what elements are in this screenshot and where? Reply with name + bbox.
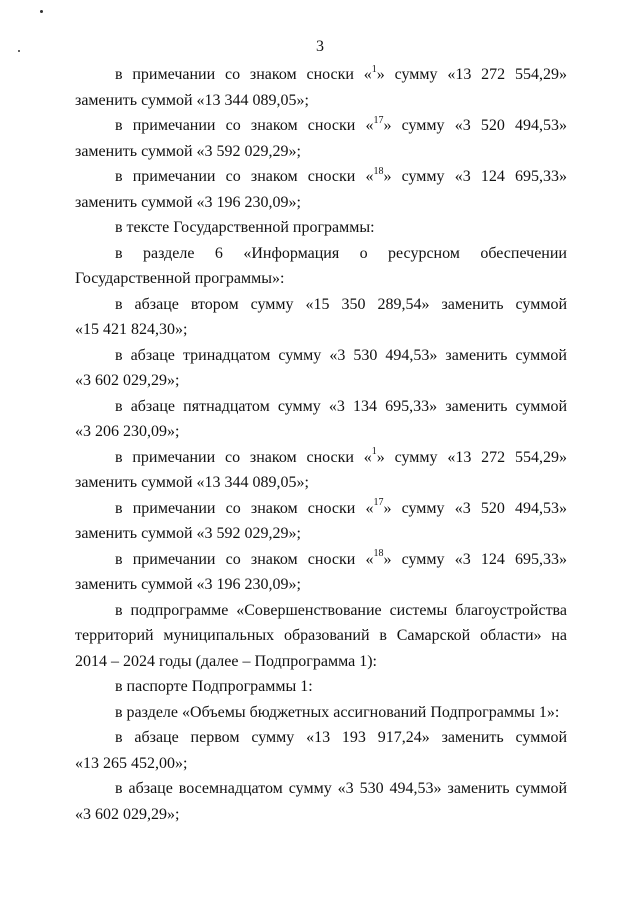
paragraph-amendment-line1: в абзаце втором сумму «15 350 289,54» заменить суммой	[115, 295, 567, 313]
document-body	[75, 62, 567, 827]
paragraph-amendment-line1: в абзаце восемнадцатом сумму «3 530 494,53» заменить суммой	[115, 780, 567, 797]
paragraph-section-heading: в разделе 6 «Информация о ресурсном обеспечении Государственной программы»:	[75, 244, 567, 287]
paragraph-section-heading: в паспорте Подпрограммы 1:	[115, 678, 313, 695]
paragraph-amendment-line2: «3 206 230,09»;	[75, 423, 180, 440]
paragraph-text: в примечании со знаком сноски «	[115, 66, 372, 83]
paragraph-text: » сумму «3 520 494,53» заменить суммой «3 592 029,29»;	[75, 499, 567, 542]
paragraph-amendment-line2: «15 421 824,30»;	[75, 321, 188, 338]
paragraph-footnote-amendment	[75, 547, 567, 598]
paragraph-section-heading: в разделе «Объемы бюджетных ассигнований Подпрограммы 1»:	[115, 703, 560, 721]
paragraph-amendment-line1: в абзаце тринадцатом сумму «3 530 494,53» заменить суммой	[115, 346, 567, 364]
paragraph-footnote-amendment	[75, 496, 567, 547]
footnote-mark: 1	[371, 63, 377, 75]
paragraph-amendment-line1: в абзаце первом сумму «13 193 917,24» заменить суммой	[115, 729, 567, 746]
paragraph-footnote-amendment	[75, 62, 567, 113]
paragraph-text: в примечании со знаком сноски «	[115, 168, 374, 185]
paragraph-section-heading: в тексте Государственной программы:	[115, 219, 375, 236]
paragraph-amendment-line2: «13 265 452,00»;	[75, 754, 188, 772]
paragraph-text: в примечании со знаком сноски «	[115, 448, 372, 466]
footnote-mark: 18	[373, 548, 384, 560]
scan-speck	[18, 50, 20, 52]
paragraph-text: в примечании со знаком сноски «	[115, 550, 374, 568]
footnote-mark: 17	[373, 497, 384, 509]
footnote-mark: 1	[371, 446, 377, 458]
scan-speck	[40, 10, 43, 13]
paragraph-text: » сумму «3 124 695,33» заменить суммой «3 196 230,09»;	[75, 550, 567, 593]
paragraph-footnote-amendment	[75, 164, 567, 215]
paragraph-amendment-line2: «3 602 029,29»;	[75, 805, 180, 823]
paragraph-text: » сумму «3 124 695,33» заменить суммой «3 196 230,09»;	[75, 168, 567, 211]
paragraph-text: » сумму «13 272 554,29» заменить суммой «13 344 089,05»;	[75, 66, 567, 109]
paragraph-subprogram: в подпрограмме «Совершенствование системы благоустройства территорий муниципальных образований в Самарской области» на 2014 – 2024 годы (далее – Подпрограмма 1):	[75, 601, 567, 670]
paragraph-text: » сумму «13 272 554,29» заменить суммой «13 344 089,05»;	[75, 448, 567, 491]
paragraph-text: в примечании со знаком сноски «	[115, 499, 374, 517]
paragraph-footnote-amendment	[75, 113, 567, 164]
paragraph-amendment-line2: «3 602 029,29»;	[75, 372, 180, 389]
page-number: 3	[316, 38, 324, 55]
paragraph-footnote-amendment	[75, 445, 567, 496]
paragraph-amendment-line1: в абзаце пятнадцатом сумму «3 134 695,33» заменить суммой	[115, 397, 567, 415]
footnote-mark: 18	[373, 165, 384, 177]
paragraph-text: в примечании со знаком сноски «	[115, 117, 374, 134]
paragraph-text: » сумму «3 520 494,53» заменить суммой «3 592 029,29»;	[75, 117, 567, 160]
footnote-mark: 17	[373, 114, 384, 126]
